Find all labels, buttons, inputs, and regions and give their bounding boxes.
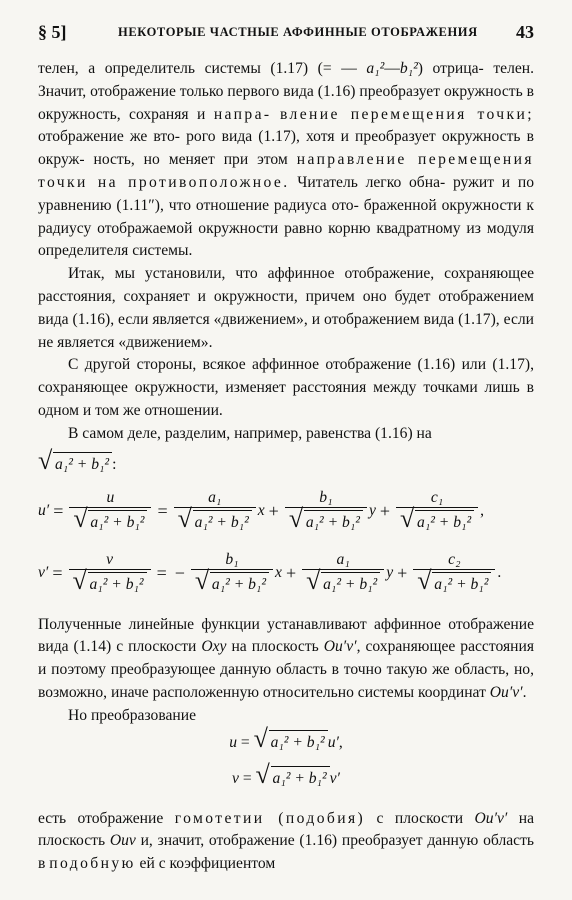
- numerator: b₁: [225, 551, 239, 569]
- numerator: u: [106, 489, 115, 507]
- text-span: равно корню квадратному из модуля определителя системы.: [38, 219, 534, 260]
- page-body: [38, 58, 534, 876]
- text-span: браженной окружности к радиусу отображаемой окружности: [38, 196, 534, 237]
- symbol-v-prime: v′: [38, 564, 49, 582]
- text-span: есть отображение: [38, 809, 175, 827]
- numerator: c₁: [430, 489, 444, 507]
- paragraph-1: телен, а определитель системы (1.17) (= — a₁²—b₁²) отрица- телен. Значит, отображение только первого вида (1.16) преобразует окружность в окружность, сохраняя и напра- вление перемещения точки; отображение же вто- рого вида (1.17), хотя и преобразует окружность в окруж- ность, но меняет при этом направление перемещения точки на противоположное. Читатель легко обна- ружит и по уравнению (1.11″), что отношение радиуса ото- браженной окружности к радиусу отображаемой окружности равно корню квадратному из модуля определителя системы.: [38, 60, 535, 260]
- radicand: a₁² + b₁²: [272, 769, 327, 787]
- text-span: ружит и по уравнению (1.11″), что отношение радиуса ото-: [38, 173, 535, 214]
- section-mark: § 5]: [38, 22, 67, 42]
- symbol-x: x: [275, 564, 282, 582]
- fraction: b₁ √ a₁² + b₁²: [285, 489, 367, 534]
- text-span: телен. Значит, отображение только первого вида (1.16): [38, 60, 535, 100]
- fraction: c₂ √ a₁² + b₁²: [413, 551, 495, 596]
- paragraph-2: Итак, мы установили, что аффинное отображение, сохраняющее расстояния, сохраняет и окружности, причем оно будет отображением вида (1.16), если является «движением», и отображением вида (1.17), если не является «движением».: [38, 265, 534, 351]
- fraction: u √ a₁² + b₁²: [69, 489, 151, 534]
- spaced-text: точки на противоположное.: [38, 173, 290, 191]
- symbol-ouv: Ou′v′: [474, 809, 508, 827]
- equation-homothety-v: v = √ a₁² + b₁² v′: [232, 759, 340, 789]
- text-span: ) отрица-: [417, 60, 484, 77]
- symbol-x: x: [257, 502, 265, 520]
- sqrt-expression: √ a₁² + b₁²: [38, 452, 112, 477]
- numerator: b₁: [319, 489, 333, 507]
- spaced-text: напра-: [213, 105, 272, 123]
- spaced-text: гомотетии (подобия): [174, 809, 366, 827]
- radicand: a₁² + b₁²: [194, 514, 249, 532]
- symbol-v: v: [232, 769, 239, 787]
- radicand: a₁² + b₁²: [305, 514, 360, 532]
- radicand: a₁² + b₁²: [323, 576, 378, 594]
- symbol-b1sq: b₁²: [399, 60, 418, 77]
- text-span: ность, но меняет при этом: [93, 151, 297, 169]
- spaced-text: вление перемещения точки;: [279, 105, 534, 123]
- fraction: b₁ √ a₁² + b₁²: [191, 551, 273, 596]
- paragraph-6: Но преобразование: [68, 706, 197, 724]
- fraction: a₁ √ a₁² + b₁²: [302, 551, 384, 596]
- radicand: a₁² + b₁²: [434, 576, 489, 594]
- symbol-a1sq: a₁²: [366, 60, 385, 77]
- fraction: v √ a₁² + b₁²: [69, 551, 151, 596]
- symbol-y: y: [386, 564, 394, 582]
- symbol-ouv: Ou′v′: [489, 683, 523, 701]
- paragraph-3: С другой стороны, всякое аффинное отображение (1.16) или (1.17), сохраняющее окружности, изменяет расстояния между точками лишь в одном и том же отношении.: [38, 356, 534, 419]
- numerator: a₁: [336, 551, 350, 569]
- divisor-sqrt: √ a₁² + b₁² :: [38, 445, 117, 475]
- symbol-u-prime: u′: [327, 733, 339, 751]
- symbol-u-prime: u′: [38, 502, 50, 520]
- text-span: с плоскости: [365, 809, 475, 827]
- equation-v: v′ = v √ a₁² + b₁² = − b₁ √ a₁² + b₁² x + a₁ √ a₁² + b₁² y + c₂ √ a₁² + b₁² .: [38, 551, 502, 596]
- radicand: a₁² + b₁²: [89, 576, 144, 594]
- running-header: [38, 22, 534, 44]
- page-number: 43: [516, 22, 534, 42]
- text-span: отображение же вто-: [38, 128, 181, 146]
- symbol-oxy: Oxy: [201, 638, 227, 656]
- paragraph-4: В самом деле, разделим, например, равенства (1.16) на: [68, 424, 432, 442]
- text-span: и, значит, отображение (1.16) преобразует данную область в: [38, 832, 534, 873]
- text-span: телен, а определитель системы (1.17) (= —: [38, 60, 367, 77]
- spaced-text: подобную: [49, 855, 136, 873]
- text-span: на плоскость: [226, 638, 324, 656]
- numerator: v: [106, 551, 114, 569]
- text-span: преобразует окружность в окружность, сохраняя и: [38, 82, 534, 123]
- radicand: a₁² + b₁²: [270, 733, 325, 751]
- text-span: .: [522, 683, 527, 701]
- text-span: ей с коэффициентом: [135, 855, 276, 873]
- symbol-v-prime: v′: [329, 769, 340, 787]
- fraction: c₁ √ a₁² + b₁²: [396, 489, 478, 534]
- text-span: , сохраняющее расстояния и поэтому преобразующее данную область в точно такую же область, но, возможно, иначе расположенную относительно системы координат: [38, 638, 534, 701]
- fraction: a₁ √ a₁² + b₁²: [174, 489, 256, 534]
- paragraph-7: [38, 808, 534, 876]
- symbol-ouv-plane: Ouv: [109, 832, 136, 850]
- radicand: a₁² + b₁²: [417, 514, 472, 532]
- radicand: a₁² + b₁²: [211, 576, 267, 594]
- text-span: на плоскость: [38, 809, 534, 850]
- numerator: c₂: [448, 551, 461, 569]
- numerator: a₁: [208, 489, 222, 507]
- spaced-text: направление перемещения: [296, 151, 534, 169]
- equation-u: u′ = u √ a₁² + b₁² = a₁ √ a₁² + b₁² x + b₁ √ a₁² + b₁² y + c₁ √ a₁² + b₁² ,: [38, 489, 485, 534]
- running-title: НЕКОТОРЫЕ ЧАСТНЫЕ АФФИННЫЕ ОТОБРАЖЕНИЯ: [118, 25, 478, 39]
- text-span: рого вида (1.17), хотя и преобразует окружность в окруж-: [38, 128, 534, 169]
- paragraph-5: [38, 614, 534, 705]
- symbol-ouv: Ou′v′: [323, 638, 357, 656]
- equation-homothety-u: u = √ a₁² + b₁² u′,: [229, 723, 343, 753]
- text-span: Читатель легко обна-: [289, 173, 446, 191]
- symbol-u: u: [229, 733, 237, 751]
- text-span: Полученные линейные функции устанавливают аффинное отображение вида (1.14) с плоскости: [38, 615, 534, 656]
- symbol-y: y: [368, 502, 376, 520]
- radicand: a₁² + b₁²: [90, 514, 145, 532]
- radicand: a₁² + b₁²: [55, 455, 110, 473]
